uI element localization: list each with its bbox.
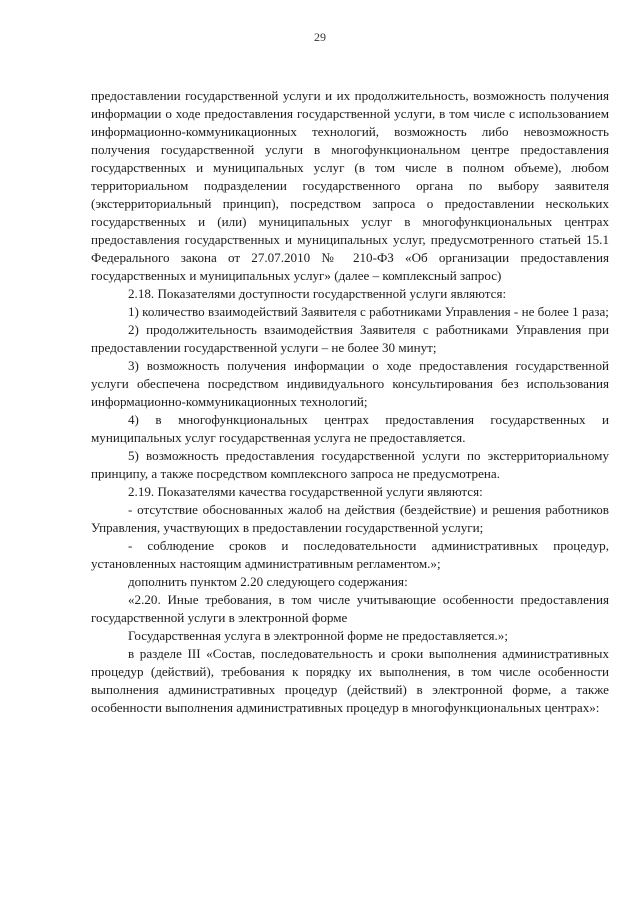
- paragraph-2-20-heading: «2.20. Иные требования, в том числе учитывающие особенности предоставления государственной услуги в электронной форме: [91, 592, 609, 625]
- page-number: 29: [314, 30, 326, 44]
- paragraph-2-20-body: Государственная услуга в электронной форме не предоставляется.»;: [128, 628, 508, 643]
- paragraph-2-18-item-5: 5) возможность предоставления государственной услуги по экстерриториальному принципу, а также посредством комплексного запроса не предусмотрена.: [91, 448, 609, 481]
- document-body: [91, 87, 609, 717]
- paragraph-continuation: предоставлении государственной услуги и их продолжительность, возможность получения информации о ходе предоставления государственной услуги, в том числе с использованием информационно-коммуникационных технологий, возможность либо невозможность получения государственной услуги в многофункциональном центре предоставления государственных и муниципальных услуг (в том числе в полном объеме), любом территориальном подразделении государственного органа по выбору заявителя (экстерриториальный принцип), посредством запроса о предоставлении нескольких государственных и (или) муниципальных услуг в многофункциональных центрах предоставления государственных и муниципальных услуг, предусмотренного статьей 15.1 Федерального закона от 27.07.2010 № 210-ФЗ «Об организации предоставления государственных и муниципальных услуг» (далее – комплексный запрос): [91, 88, 609, 283]
- paragraph-2-18-item-4: 4) в многофункциональных центрах предоставления государственных и муниципальных услуг государственная услуга не предоставляется.: [91, 412, 609, 445]
- paragraph-2-18-item-3: 3) возможность получения информации о ходе предоставления государственной услуги обеспечена посредством индивидуального консультирования без использования информационно-коммуникационных технологий;: [91, 358, 609, 409]
- paragraph-2-18-item-1: 1) количество взаимодействий Заявителя с работниками Управления - не более 1 раза;: [128, 304, 609, 319]
- paragraph-2-19-item-2: - соблюдение сроков и последовательности административных процедур, установленных настоящим административным регламентом.»;: [91, 538, 609, 571]
- paragraph-2-18-heading: 2.18. Показателями доступности государственной услуги являются:: [128, 286, 507, 301]
- paragraph-2-19-heading: 2.19. Показателями качества государственной услуги являются:: [128, 484, 483, 499]
- paragraph-2-18-item-2: 2) продолжительность взаимодействия Заявителя с работниками Управления при предоставлении государственной услуги – не более 30 минут;: [91, 322, 609, 355]
- paragraph-section-iii: в разделе III «Состав, последовательность и сроки выполнения административных процедур (действий), требования к порядку их выполнения, в том числе особенности выполнения административных процедур (действий) в электронной форме, а также особенности выполнения административных процедур в многофункциональных центрах»:: [91, 646, 609, 715]
- paragraph-amendment-2-20: дополнить пунктом 2.20 следующего содержания:: [128, 574, 408, 589]
- paragraph-2-19-item-1: - отсутствие обоснованных жалоб на действия (бездействие) и решения работников Управления, участвующих в предоставлении государственной услуги;: [91, 502, 609, 535]
